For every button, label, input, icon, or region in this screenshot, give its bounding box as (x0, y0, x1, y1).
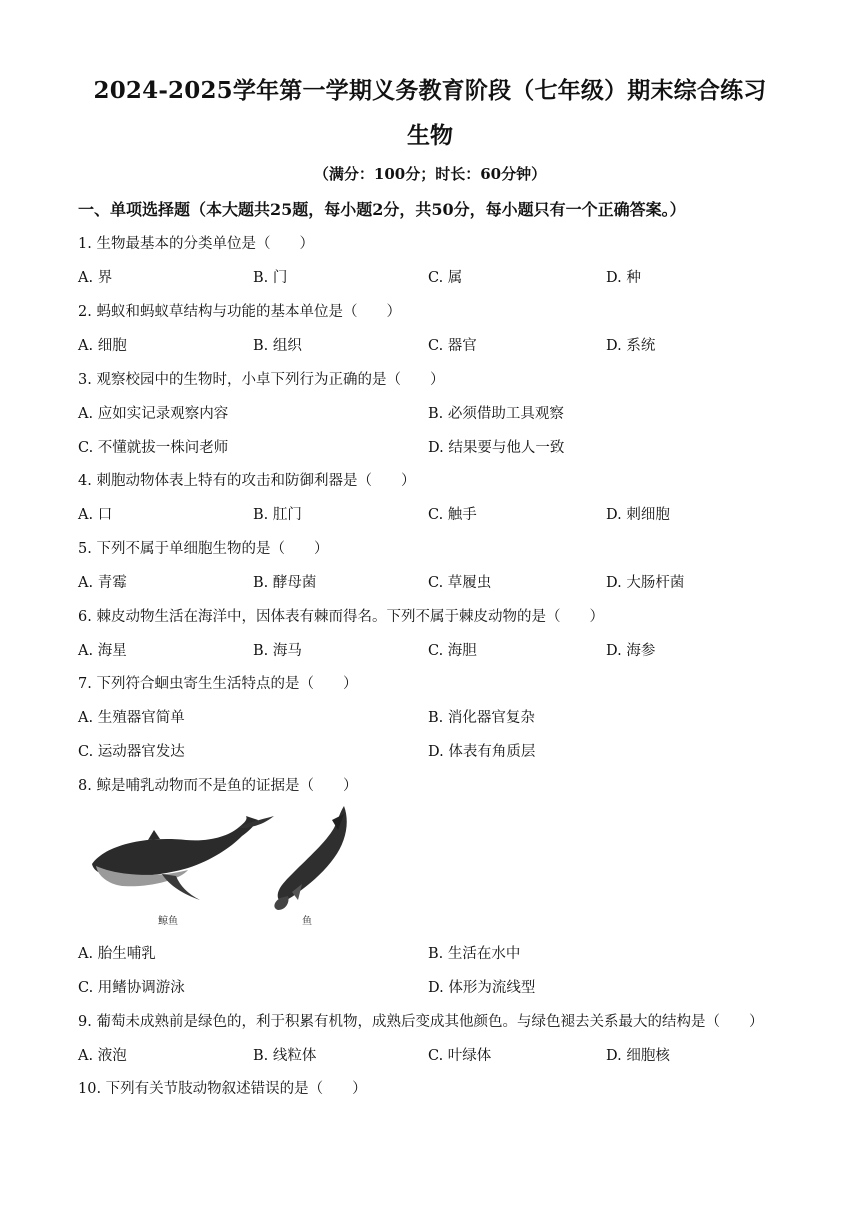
question-stem: 7. 下列符合蛔虫寄生生活特点的是（ ） (78, 676, 358, 692)
question-stem: 6. 棘皮动物生活在海洋中，因体表有棘而得名。下列不属于棘皮动物的是（ ） (78, 609, 604, 625)
option-b: B. 组织 (253, 338, 302, 354)
option-d: D. 海参 (606, 643, 656, 659)
exam-subject: 生物 (407, 122, 453, 149)
question-stem: 8. 鲸是哺乳动物而不是鱼的证据是（ ） (78, 778, 358, 794)
question-stem: 4. 刺胞动物体表上特有的攻击和防御利器是（ ） (78, 473, 416, 489)
option-c: C. 触手 (428, 507, 477, 523)
fish-illustration (274, 806, 346, 910)
option-d: D. 体表有角质层 (428, 744, 536, 760)
option-a: A. 应如实记录观察内容 (78, 406, 229, 422)
option-b: B. 线粒体 (253, 1048, 317, 1064)
whale-and-fish-figure (88, 802, 358, 930)
section-heading: 一、单项选择题（本大题共25题，每小题2分，共50分，每小题只有一个正确答案。） (78, 200, 686, 219)
option-c: C. 器官 (428, 338, 477, 354)
whale-illustration (92, 816, 274, 900)
option-b: B. 生活在水中 (428, 946, 521, 962)
option-a: A. 细胞 (78, 338, 127, 354)
option-a: A. 生殖器官简单 (78, 710, 185, 726)
option-c: C. 属 (428, 270, 463, 286)
exam-title: 2024-2025学年第一学期义务教育阶段（七年级）期末综合练习 (93, 77, 767, 104)
option-c: C. 海胆 (428, 643, 477, 659)
question-stem: 3. 观察校园中的生物时，小卓下列行为正确的是（ ） (78, 372, 445, 388)
question-stem: 5. 下列不属于单细胞生物的是（ ） (78, 541, 329, 557)
question-stem: 2. 蚂蚁和蚂蚁草结构与功能的基本单位是（ ） (78, 304, 401, 320)
score-info: （满分：100分；时长：60分钟） (313, 165, 547, 183)
option-c: C. 用鳍协调游泳 (78, 980, 185, 996)
question-stem: 9. 葡萄未成熟前是绿色的，利于积累有机物，成熟后变成其他颜色。与绿色褪去关系最大的结构是（ ） (78, 1014, 764, 1030)
option-b: B. 门 (253, 270, 288, 286)
option-d: D. 大肠杆菌 (606, 575, 685, 591)
option-c: C. 草履虫 (428, 575, 492, 591)
option-c: C. 叶绿体 (428, 1048, 492, 1064)
option-b: B. 肛门 (253, 507, 302, 523)
option-a: A. 胎生哺乳 (78, 946, 156, 962)
option-d: D. 刺细胞 (606, 507, 670, 523)
question-stem: 10. 下列有关节肢动物叙述错误的是（ ） (78, 1081, 367, 1097)
option-d: D. 细胞核 (606, 1048, 670, 1064)
option-a: A. 口 (78, 507, 113, 523)
fish-label: 鱼 (302, 916, 312, 927)
option-b: B. 必须借助工具观察 (428, 406, 564, 422)
whale-label: 鲸鱼 (158, 916, 178, 927)
option-c: C. 运动器官发达 (78, 744, 185, 760)
option-a: A. 液泡 (78, 1048, 127, 1064)
option-a: A. 界 (78, 270, 113, 286)
option-d: D. 体形为流线型 (428, 980, 536, 996)
option-a: A. 青霉 (78, 575, 127, 591)
option-b: B. 消化器官复杂 (428, 710, 535, 726)
option-c: C. 不懂就拔一株问老师 (78, 440, 229, 456)
option-d: D. 结果要与他人一致 (428, 440, 565, 456)
option-d: D. 系统 (606, 338, 656, 354)
option-a: A. 海星 (78, 643, 127, 659)
option-b: B. 海马 (253, 643, 302, 659)
option-d: D. 种 (606, 270, 641, 286)
question-stem: 1. 生物最基本的分类单位是（ ） (78, 236, 314, 252)
option-b: B. 酵母菌 (253, 575, 317, 591)
